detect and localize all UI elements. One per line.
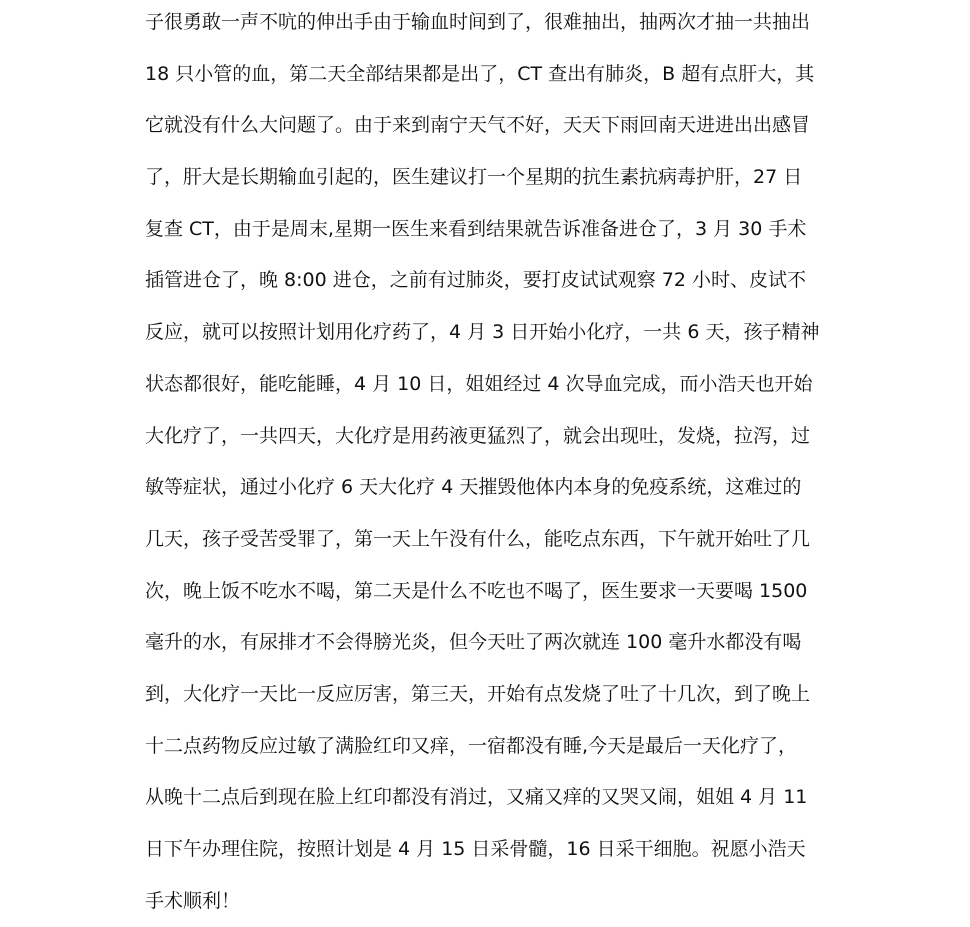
text-line: 插管进仓了，晚 8:00 进仓，之前有过肺炎，要打皮试试观察 72 小时、皮试不 <box>145 269 807 292</box>
text-line: 大化疗了，一共四天，大化疗是用药液更猛烈了，就会出现吐，发烧，拉泻，过 <box>145 424 811 447</box>
body-paragraph <box>145 0 845 927</box>
text-line: 18 只小管的血，第二天全部结果都是出了，CT 查出有肺炎，B 超有点肝大，其 <box>145 62 815 85</box>
text-line: 从晚十二点后到现在脸上红印都没有消过，又痛又痒的又哭又闹，姐姐 4 月 11 <box>145 786 808 809</box>
text-line: 日下午办理住院，按照计划是 4 月 15 日采骨髓，16 日采干细胞。祝愿小浩天 <box>145 838 806 860</box>
text-line: 到，大化疗一天比一反应厉害，第三天，开始有点发烧了吐了十几次，到了晚上 <box>145 682 811 705</box>
text-line: 反应，就可以按照计划用化疗药了，4 月 3 日开始小化疗，一共 6 天，孩子精神 <box>145 321 820 344</box>
text-line: 十二点药物反应过敏了满脸红印又痒，一宿都没有睡,今天是最后一天化疗了， <box>145 734 798 757</box>
text-line: 几天，孩子受苦受罪了，第一天上午没有什么，能吃点东西，下午就开始吐了几 <box>145 527 811 550</box>
text-line: 了，肝大是长期输血引起的，医生建议打一个星期的抗生素抗病毒护肝，27 日 <box>145 166 803 189</box>
text-line: 手术顺利！ <box>145 889 241 912</box>
text-line: 次，晚上饭不吃水不喝，第二天是什么不吃也不喝了，医生要求一天要喝 1500 <box>145 579 808 602</box>
text-line: 状态都很好，能吃能睡，4 月 10 日，姐姐经过 4 次导血完成，而小浩天也开始 <box>145 372 813 395</box>
text-line: 子很勇敢一声不吭的伸出手由于输血时间到了，很难抽出，抽两次才抽一共抽出 <box>145 11 811 33</box>
text-line: 它就没有什么大问题了。由于来到南宁天气不好，天天下雨回南天进进出出感冒 <box>145 114 811 137</box>
text-line: 复查 CT，由于是周末,星期一医生来看到结果就告诉准备进仓了，3 月 30 手术 <box>145 217 807 240</box>
text-line: 毫升的水，有尿排才不会得膀光炎，但今天吐了两次就连 100 毫升水都没有喝 <box>145 631 802 654</box>
text-line: 敏等症状，通过小化疗 6 天大化疗 4 天摧毁他体内本身的免疫系统，这难过的 <box>145 476 802 499</box>
